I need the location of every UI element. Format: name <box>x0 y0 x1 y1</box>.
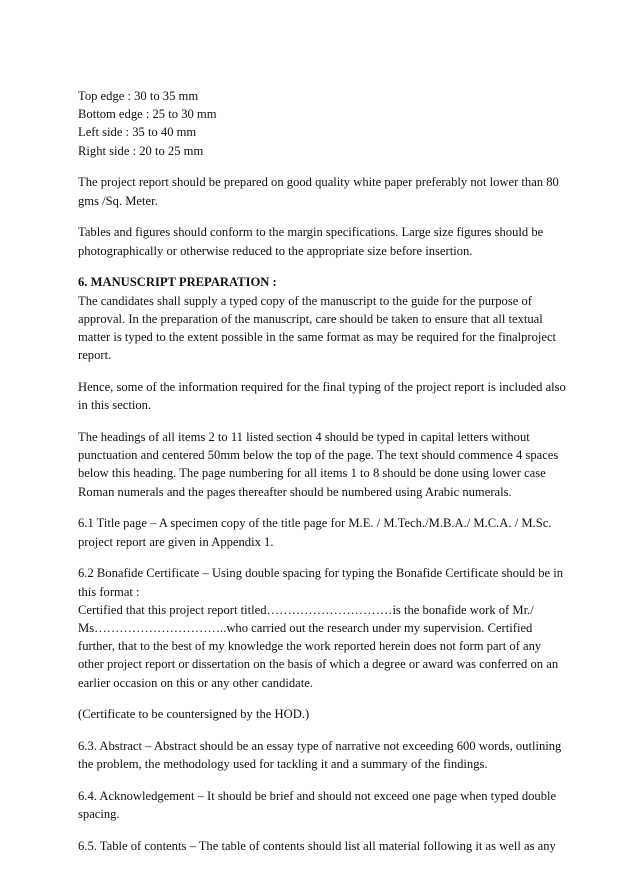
manuscript-section <box>78 273 582 364</box>
title-page-paragraph <box>78 514 582 550</box>
paragraph-line: matter is typed to the extent possible in the same format as may be required for the finalproject <box>78 330 557 345</box>
margin-top-line: Top edge : 30 to 35 mm <box>78 89 199 103</box>
paragraph-line: the problem, the methodology used for tackling it and a summary of the findings. <box>78 757 488 772</box>
headings-paragraph <box>78 428 582 501</box>
paragraph-line: Ms…………………………..who carried out the research under my supervision. Certified <box>78 621 533 636</box>
margin-right-line: Right side : 20 to 25 mm <box>78 143 204 158</box>
acknowledgement-paragraph <box>78 787 582 823</box>
paragraph-line: report. <box>78 348 112 363</box>
paragraph-line: earlier occasion on this or any other candidate. <box>78 675 313 690</box>
paragraph-line: below this heading. The page numbering for all items 1 to 8 should be done using lower case <box>78 466 546 481</box>
paragraph-line: photographically or otherwise reduced to the appropriate size before insertion. <box>78 243 473 258</box>
tables-figures-paragraph <box>78 223 582 259</box>
countersign-paragraph <box>78 705 582 723</box>
section-heading: 6. MANUSCRIPT PREPARATION : <box>78 275 277 290</box>
paragraph-line: 6.2 Bonafide Certificate – Using double spacing for typing the Bonafide Certificate should be in <box>78 566 564 581</box>
paper-paragraph <box>78 173 582 209</box>
paragraph-line: other project report or dissertation on the basis of which a degree or award was conferred on an <box>78 657 559 672</box>
margin-left-line: Left side : 35 to 40 mm <box>78 125 197 140</box>
paragraph-line: in this section. <box>78 398 152 413</box>
paragraph-line: 6.4. Acknowledgement – It should be brief and should not exceed one page when typed double <box>78 789 557 804</box>
bonafide-certificate-paragraph <box>78 564 582 691</box>
paragraph-line: 6.1 Title page – A specimen copy of the title page for M.E. / M.Tech./M.B.A./ M.C.A. / M.Sc. <box>78 516 552 531</box>
paragraph-line: Hence, some of the information required for the final typing of the project report is included also <box>78 380 566 395</box>
paragraph-line: Tables and figures should conform to the margin specifications. Large size figures should be <box>78 225 544 240</box>
abstract-paragraph <box>78 737 582 773</box>
paragraph-line: (Certificate to be countersigned by the HOD.) <box>78 707 310 722</box>
paragraph-line: The candidates shall supply a typed copy of the manuscript to the guide for the purpose of <box>78 293 532 308</box>
margin-specifications <box>78 87 582 160</box>
paragraph-line: spacing. <box>78 807 120 822</box>
paragraph-line: further, that to the best of my knowledge the work reported herein does not form part of any <box>78 639 542 654</box>
paragraph-line: Roman numerals and the pages thereafter should be numbered using Arabic numerals. <box>78 484 512 499</box>
paragraph-line: 6.5. Table of contents – The table of contents should list all material following it as well as any <box>78 839 556 854</box>
paragraph-line: The headings of all items 2 to 11 listed section 4 should be typed in capital letters without <box>78 430 530 445</box>
paragraph-line: this format : <box>78 584 140 599</box>
paragraph-line: project report are given in Appendix 1. <box>78 534 274 549</box>
paragraph-line: Certified that this project report titled…………………………is the bonafide work of Mr./ <box>78 602 534 617</box>
paragraph-line: approval. In the preparation of the manuscript, care should be taken to ensure that all textual <box>78 311 543 326</box>
paragraph-line: gms /Sq. Meter. <box>78 193 158 208</box>
paragraph-line: The project report should be prepared on good quality white paper preferably not lower than 80 <box>78 175 559 190</box>
margin-bottom-line: Bottom edge : 25 to 30 mm <box>78 107 217 122</box>
paragraph-line: punctuation and centered 50mm below the top of the page. The text should commence 4 spaces <box>78 448 559 463</box>
table-of-contents-paragraph <box>78 837 582 855</box>
paragraph-line: 6.3. Abstract – Abstract should be an essay type of narrative not exceeding 600 words, outlining <box>78 739 562 754</box>
document-page <box>78 87 582 869</box>
hence-paragraph <box>78 378 582 414</box>
